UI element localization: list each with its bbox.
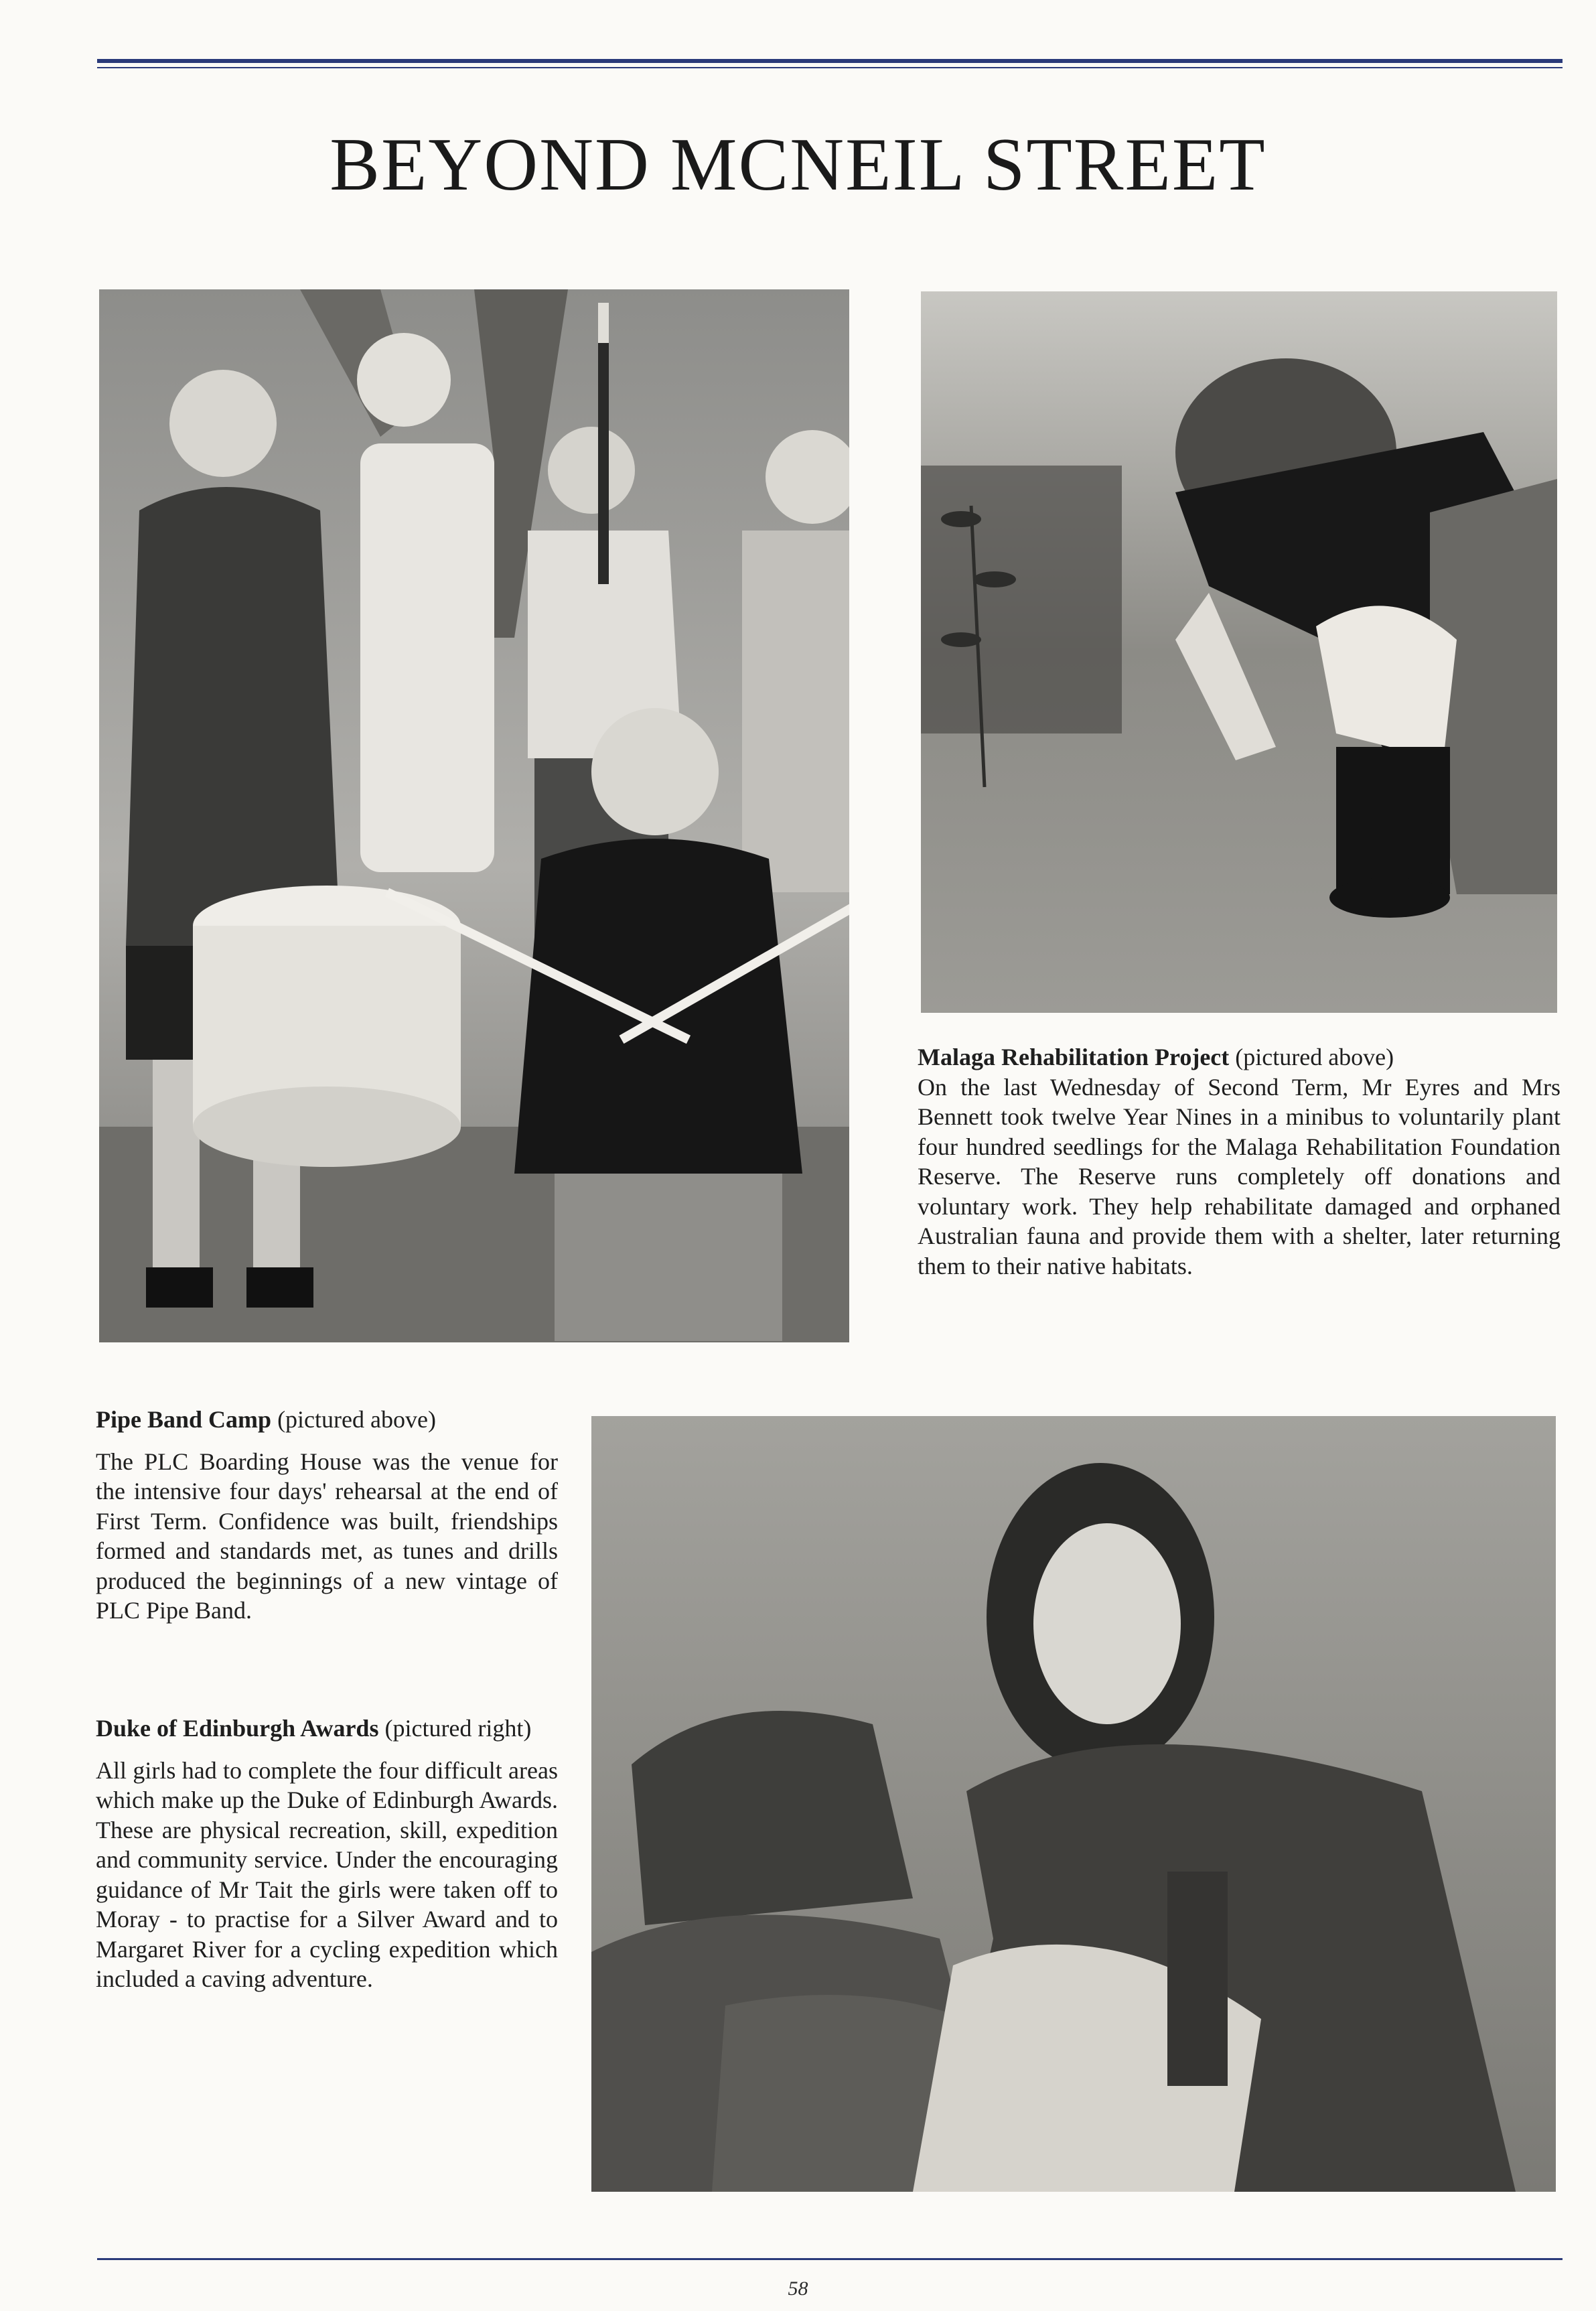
malaga-caption-heading-line <box>918 1042 1561 1072</box>
duke-caption-heading-line <box>96 1713 558 1744</box>
duke-of-edinburgh-photo <box>591 1416 1556 2192</box>
pipe-band-caption <box>96 1405 558 1626</box>
malaga-heading: Malaga Rehabilitation Project <box>918 1044 1230 1070</box>
planting-photo <box>921 291 1557 1013</box>
bottom-rule <box>97 2258 1563 2260</box>
pipe-band-photo <box>99 289 849 1342</box>
top-rule <box>97 59 1563 63</box>
page-title: BEYOND MCNEIL STREET <box>330 123 1266 206</box>
malaga-note: (pictured above) <box>1229 1044 1394 1070</box>
malaga-caption <box>918 1042 1561 1281</box>
duke-caption <box>96 1713 558 1994</box>
duke-body: All girls had to complete the four difficult areas which make up the Duke of Edinburgh Awards. These are physical recreation, skill, expedition and community service. Under the encouraging guidance of Mr Tait the girls were taken off to Moray - to practise for a Silver Award and to Margaret River for a cycling expedition which included a caving adventure. <box>96 1756 558 1992</box>
page-number: 58 <box>788 2278 808 2300</box>
duke-heading: Duke of Edinburgh Awards <box>96 1715 379 1742</box>
pipe-band-heading: Pipe Band Camp <box>96 1406 272 1433</box>
pipe-band-caption-heading-line <box>96 1405 558 1435</box>
pipe-band-note: (pictured above) <box>271 1406 436 1433</box>
duke-note: (pictured right) <box>378 1715 532 1742</box>
malaga-body: On the last Wednesday of Second Term, Mr Eyres and Mrs Bennett took twelve Year Nines in a minibus to voluntarily plant four hundred seedlings for the Malaga Rehabilitation Foundation Reserve. The Reserve runs completely off donations and voluntary work. They help rehabilitate damaged and orphaned Australian fauna and provide them with a shelter, later returning them to their native habitats. <box>918 1073 1561 1279</box>
pipe-band-body: The PLC Boarding House was the venue for the intensive four days' rehearsal at the end of First Term. Confidence was built, friendships formed and standards met, as tunes and drills produced the beginnings of a new vintage of PLC Pipe Band. <box>96 1448 558 1624</box>
